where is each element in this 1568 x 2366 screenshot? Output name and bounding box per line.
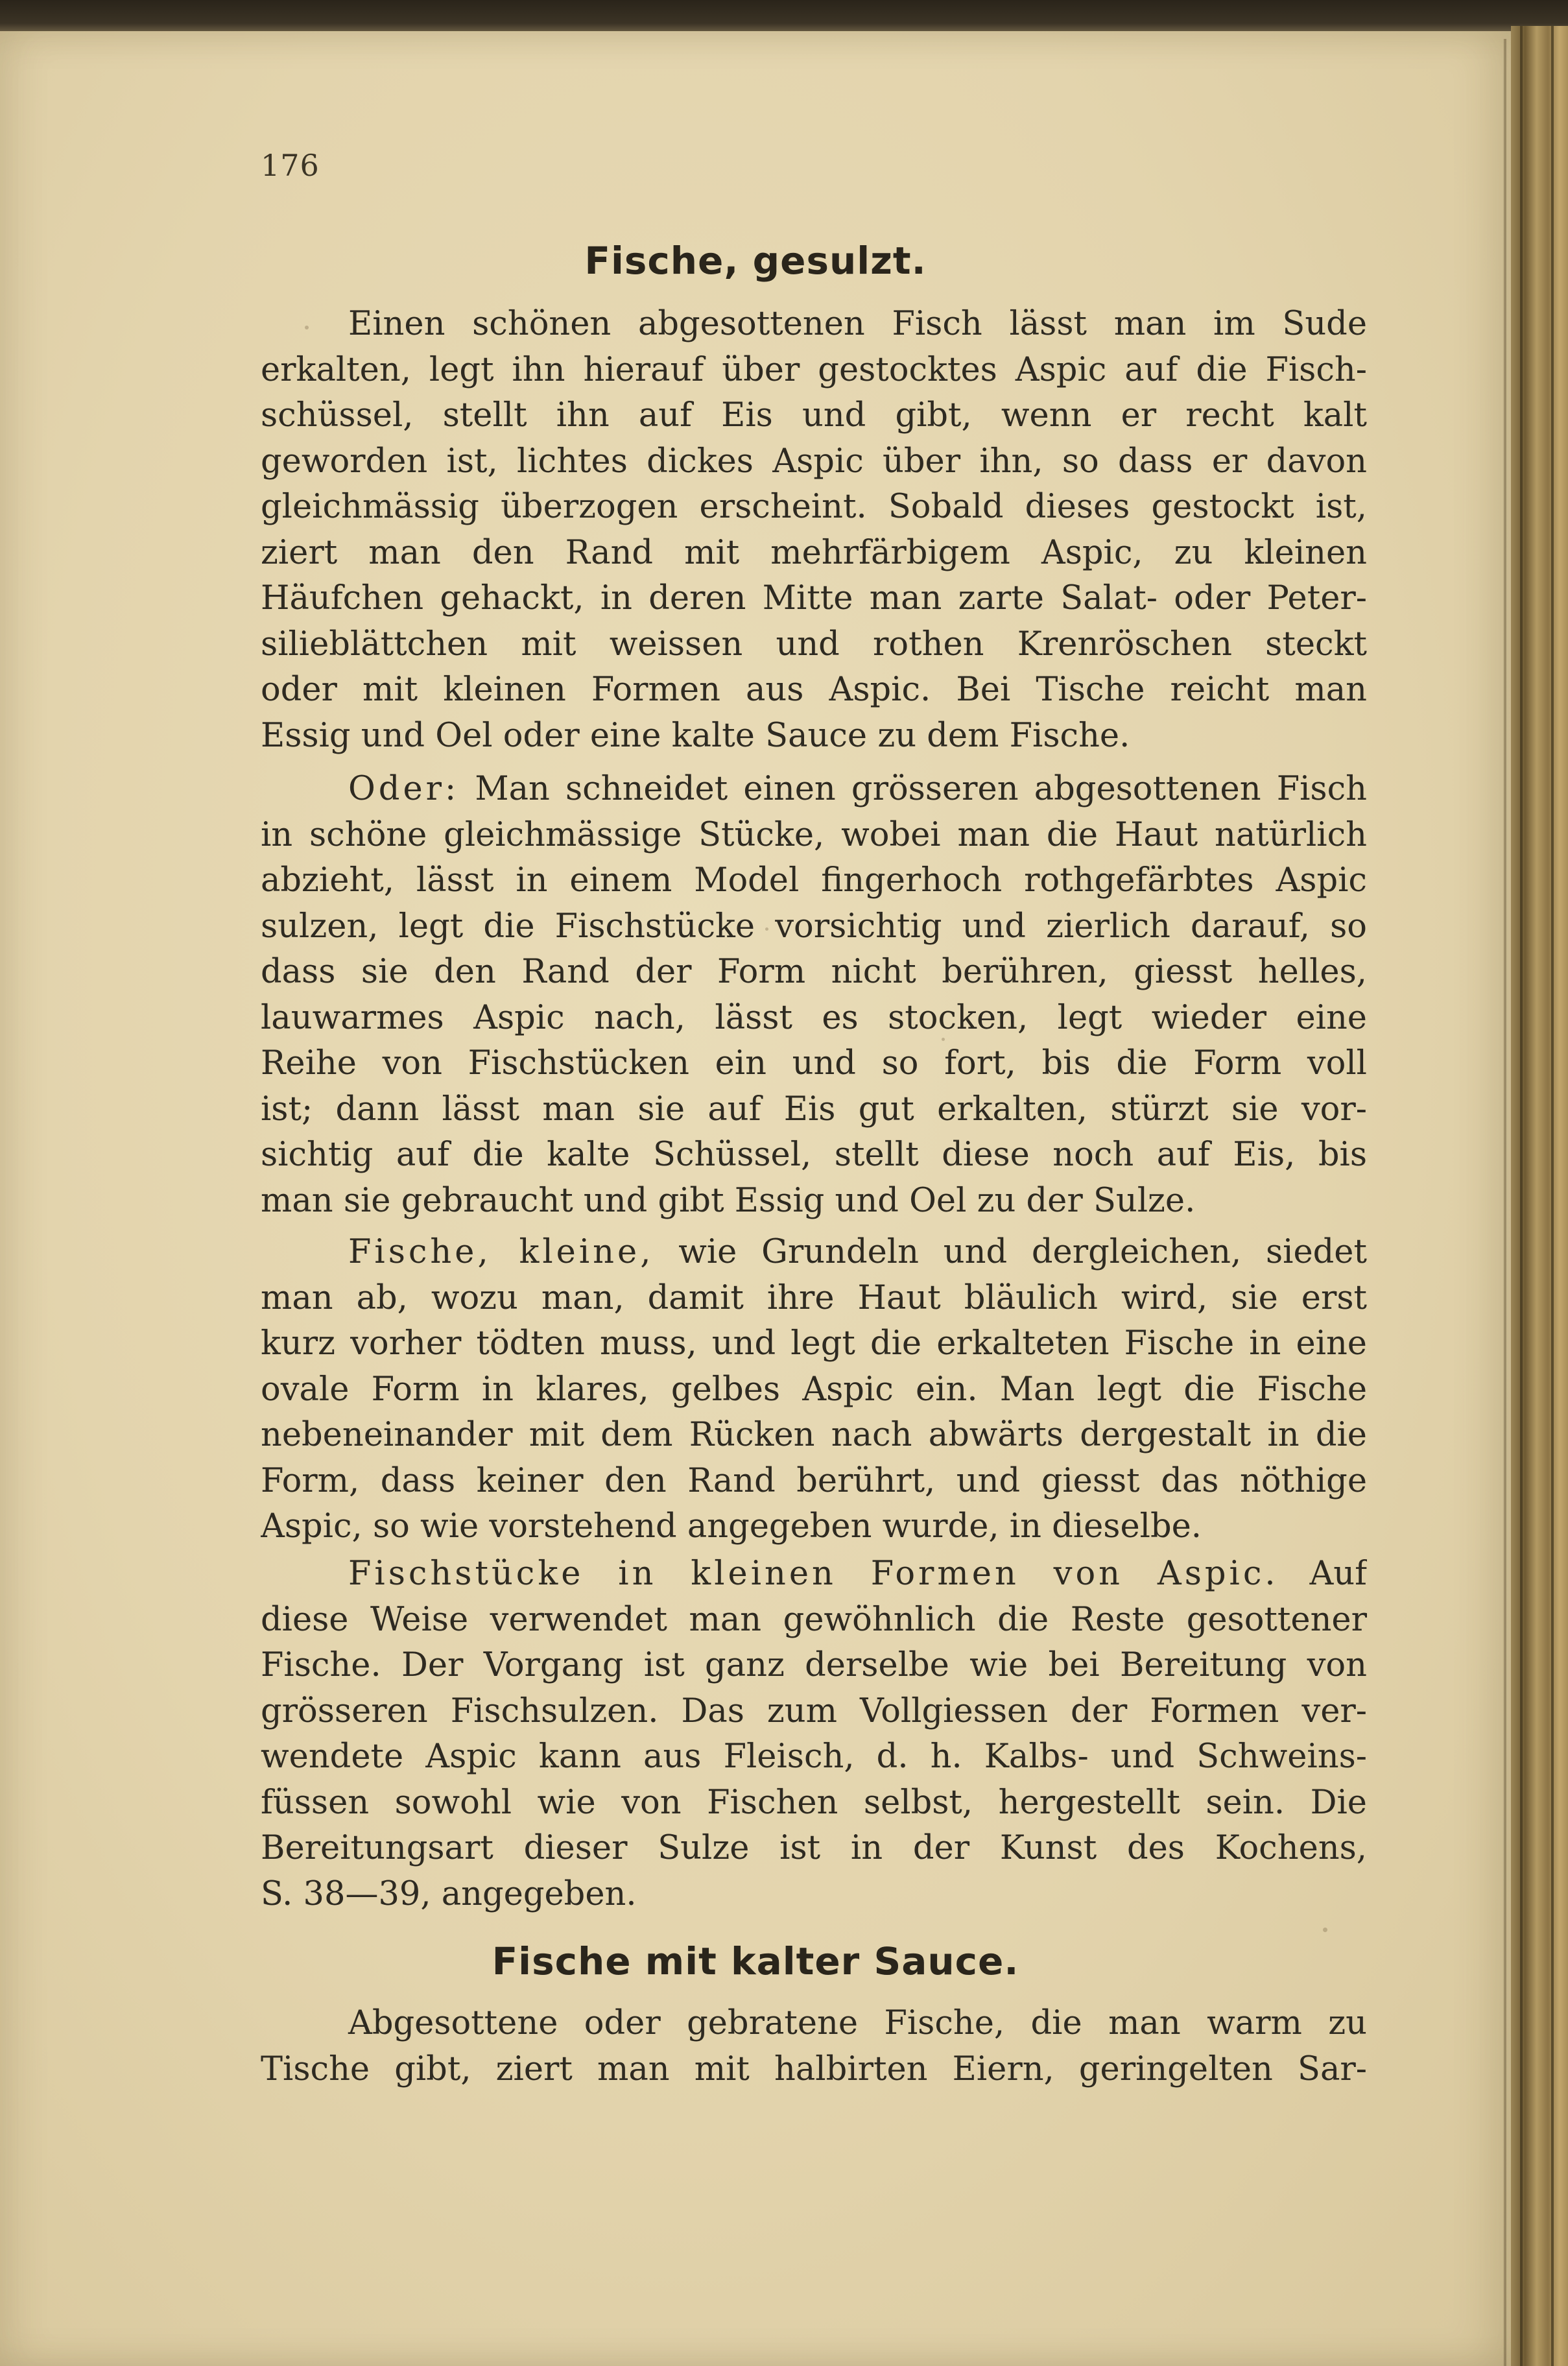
text-line: Abgesottene oder gebratene Fische, die man warm zu bbox=[348, 2004, 1367, 2042]
text-line: gleichmässig überzogen erscheint. Sobald dieses gestockt ist, bbox=[261, 488, 1367, 526]
text-line: Bereitungsart dieser Sulze ist in der Kunst des Kochens, bbox=[261, 1829, 1367, 1867]
page-fold bbox=[1503, 39, 1507, 2366]
section-heading: Fische, gesulzt. bbox=[584, 239, 927, 283]
text-line: diese Weise verwendet man gewöhnlich die Reste gesottener bbox=[261, 1600, 1367, 1639]
text-line: Einen schönen abgesottenen Fisch lässt man im Sude bbox=[348, 305, 1367, 343]
text-line: in schöne gleichmässige Stücke, wobei man die Haut natürlich bbox=[261, 815, 1367, 854]
text-line: nebeneinander mit dem Rücken nach abwärts dergestalt in die bbox=[261, 1416, 1367, 1454]
text-line: abzieht, lässt in einem Model fingerhoch rothgefärbtes Aspic bbox=[261, 861, 1367, 900]
text-line: silieblättchen mit weissen und rothen Krenröschen steckt bbox=[261, 625, 1367, 663]
text-line: dass sie den Rand der Form nicht berühren, giesst helles, bbox=[261, 953, 1367, 991]
paragraph bbox=[261, 767, 1367, 1224]
text-line: füssen sowohl wie von Fischen selbst, hergestellt sein. Die bbox=[261, 1783, 1367, 1822]
text-line: ziert man den Rand mit mehrfärbigem Aspic, zu kleinen bbox=[261, 533, 1367, 572]
section-heading: Fische mit kalter Sauce. bbox=[492, 1939, 1019, 1983]
text-line-rest: Man schneidet einen grösseren abgesottenen Fisch bbox=[459, 770, 1367, 808]
text-line: oder mit kleinen Formen aus Aspic. Bei Tische reicht man bbox=[261, 671, 1367, 709]
paragraph-lead: Oder: bbox=[348, 770, 460, 808]
binding-line bbox=[1520, 26, 1523, 2366]
paragraph bbox=[261, 2001, 1367, 2092]
page-number: 176 bbox=[261, 148, 320, 183]
text-line: Reihe von Fischstücken ein und so fort, bis die Form voll bbox=[261, 1044, 1367, 1082]
text-line: Fische. Der Vorgang ist ganz derselbe wie bei Bereitung von bbox=[261, 1646, 1367, 1684]
text-line: grösseren Fischsulzen. Das zum Vollgiessen der Formen ver- bbox=[261, 1691, 1367, 1730]
text-line: ovale Form in klares, gelbes Aspic ein. Man legt die Fische bbox=[261, 1370, 1367, 1409]
text-line: wendete Aspic kann aus Fleisch, d. h. Kalbs- und Schweins- bbox=[261, 1738, 1367, 1776]
text-line-rest: Auf bbox=[1278, 1555, 1367, 1593]
paragraph-lead: Fischstücke in kleinen Formen von Aspic. bbox=[348, 1555, 1279, 1593]
text-line bbox=[261, 1551, 1367, 1597]
text-line: man sie gebraucht und gibt Essig und Oel zu der Sulze. bbox=[261, 1181, 1196, 1220]
text-line: Aspic, so wie vorstehend angegeben wurde, in dieselbe. bbox=[261, 1507, 1202, 1546]
text-line: geworden ist, lichtes dickes Aspic über ihn, so dass er davon bbox=[261, 442, 1367, 481]
text-line: lauwarmes Aspic nach, lässt es stocken, legt wieder eine bbox=[261, 998, 1367, 1037]
text-line bbox=[261, 1230, 1367, 1276]
text-line: erkalten, legt ihn hierauf über gestocktes Aspic auf die Fisch- bbox=[261, 350, 1367, 389]
paragraph bbox=[261, 1230, 1367, 1550]
text-line: Häufchen gehackt, in deren Mitte man zarte Salat- oder Peter- bbox=[261, 579, 1367, 617]
text-line: S. 38—39, angegeben. bbox=[261, 1874, 637, 1913]
text-line: Tische gibt, ziert man mit halbirten Eiern, geringelten Sar- bbox=[261, 2049, 1367, 2088]
text-line: kurz vorher tödten muss, und legt die erkalteten Fische in eine bbox=[261, 1324, 1367, 1363]
text-line: Form, dass keiner den Rand berührt, und giesst das nöthige bbox=[261, 1461, 1367, 1500]
text-line: man ab, wozu man, damit ihre Haut bläulich wird, sie erst bbox=[261, 1278, 1367, 1317]
text-line bbox=[261, 767, 1367, 813]
paragraph bbox=[261, 1551, 1367, 1917]
paragraph-lead: Fische, kleine, bbox=[348, 1233, 654, 1271]
paper-speck bbox=[1323, 1928, 1327, 1932]
text-line: Essig und Oel oder eine kalte Sauce zu dem Fische. bbox=[261, 716, 1130, 755]
text-line-rest: wie Grundeln und dergleichen, siedet bbox=[654, 1233, 1367, 1271]
paragraph bbox=[261, 302, 1367, 759]
text-line: ist; dann lässt man sie auf Eis gut erkalten, stürzt sie vor- bbox=[261, 1090, 1367, 1129]
text-line: sichtig auf die kalte Schüssel, stellt diese noch auf Eis, bis bbox=[261, 1136, 1367, 1174]
binding-line bbox=[1551, 26, 1554, 2366]
text-line: schüssel, stellt ihn auf Eis und gibt, wenn er recht kalt bbox=[261, 396, 1367, 435]
text-line: sulzen, legt die Fischstücke vorsichtig und zierlich darauf, so bbox=[261, 907, 1367, 946]
